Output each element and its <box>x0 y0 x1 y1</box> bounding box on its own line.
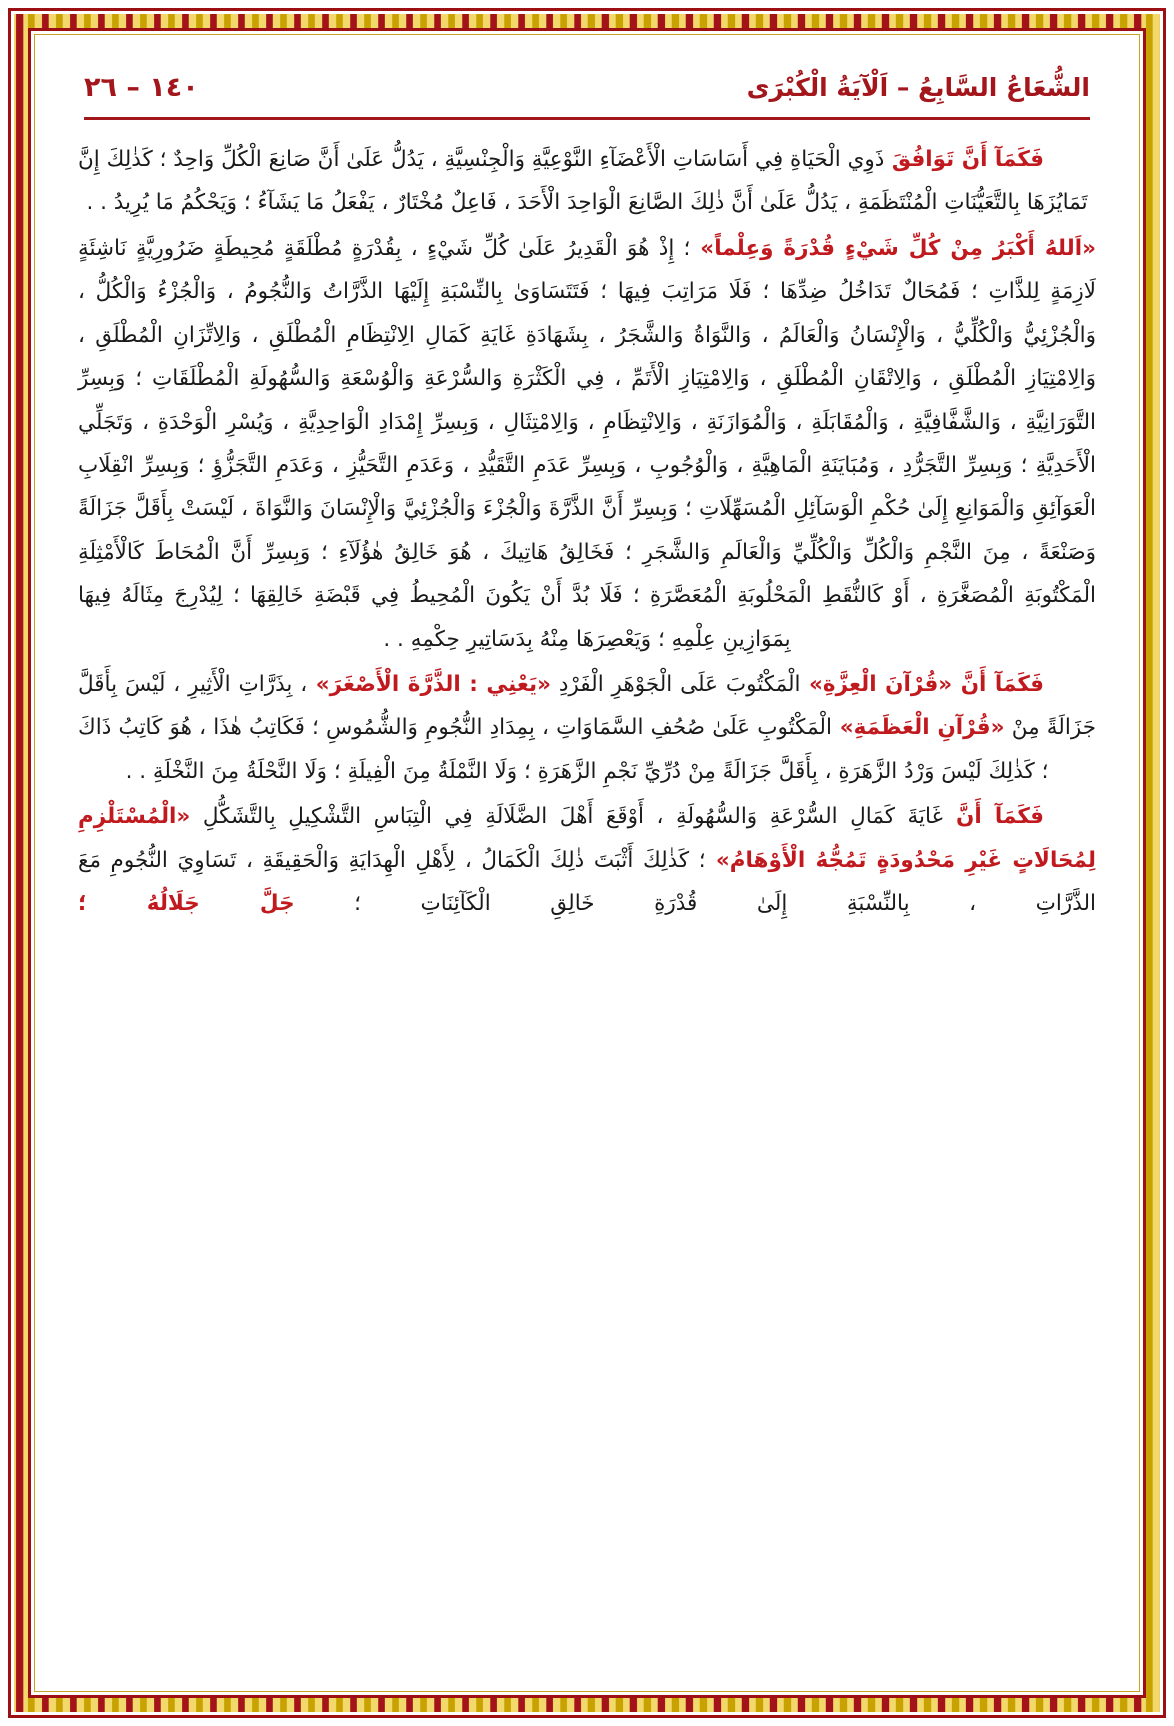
paragraph <box>78 663 1096 793</box>
page-content <box>46 46 1128 1680</box>
page-header <box>72 66 1102 103</box>
header-divider <box>84 117 1090 120</box>
body-run: ؛ كَذٰلِكَ أَثْبَتَ ذٰلِكَ الْكَمَالُ ، لِأَهْلِ الْهِدَايَةِ وَالْحَقِيقَةِ ، تَسَاوِيَ النُّجُومِ مَعَ الذَّرَّاتِ ، بِالنِّسْبَةِ إِلَىٰ قُدْرَةِ خَالِقِ الْكَآئِنَاتِ ؛ <box>78 847 1097 917</box>
body-run: الْمَكْتُوبَ عَلَى الْجَوْهَرِ الْفَرْدِ <box>550 672 801 698</box>
highlight-text: فَكَمَآ أَنَّ تَوَافُقَ <box>884 147 1044 172</box>
highlight-text: «الْمُسْتَلْزِمِ لِمُحَالَاتٍ غَيْرِ مَحْدُودَةٍ تَمُجُّهُ الْأَوْهَامُ» <box>78 804 1097 873</box>
body-run: ؛ إِذْ هُوَ الْقَدِيرُ عَلَىٰ كُلِّ شَيْءٍ ، بِقُدْرَةٍ مُطْلَقَةٍ مُحِيطَةٍ ضَرُورِيَّةٍ نَاشِئَةٍ لَازِمَةٍ لِلذَّاتِ ؛ فَمُحَالٌ تَدَاخُلُ ضِدِّهَا ؛ فَلَا مَرَاتِبَ فِيهَا ؛ فَتَتَسَاوَىٰ بِالنِّسْبَةِ إِلَيْهَا الذَّرَّاتُ وَالنُّجُومُ ، وَالْجُزْءُ وَالْكُلُّ ، وَالْجُزْئِيُّ وَالْكُلِّيُّ ، وَالْإِنْسَانُ وَالْعَالَمُ ، وَالنَّوَاةُ وَالشَّجَرُ ، بِشَهَادَةِ غَايَةِ كَمَالِ الِانْتِظَامِ الْمُطْلَقِ ، وَالِاتِّزَانِ الْمُطْلَقِ ، وَالِامْتِيَازِ الْمُطْلَقِ ، وَالِاتْقَانِ الْمُطْلَقِ ، وَالِامْتِيَازِ الْأَتَمِّ ، فِي الْكَثْرَةِ وَالسُّرْعَةِ وَالْوُسْعَةِ وَالسُّهُولَةِ الْمُطْلَقَاتِ ؛ وَبِسِرِّ التَّوَرَانِيَّةِ ، وَالشَّفَّافِيَّةِ ، وَالْمُقَابَلَةِ ، وَالْمُوَازَنَةِ ، وَالِانْتِظَامِ ، وَالِامْتِثَالِ ، وَبِسِرِّ إِمْدَادِ الْوَاحِدِيَّةِ ، وَيُسْرِ الْوَحْدَةِ ، وَتَجَلِّي الْأَحَدِيَّةِ ؛ وَبِسِرِّ التَّجَرُّدِ ، وَمُبَايَنَةِ الْمَاهِيَّةِ ، وَالْوُجُوبِ ، وَبِسِرِّ عَدَمِ التَّقَيُّدِ ، وَعَدَمِ التَّحَيُّزِ ، وَعَدَمِ التَّجَزُّؤِ ؛ وَبِسِرِّ انْقِلَابِ الْعَوَآئِقِ وَالْمَوَانِعِ إِلَىٰ حُكْمِ الْوَسَآئِلِ الْمُسَهِّلَاتِ ؛ وَبِسِرِّ أَنَّ الذَّرَّةَ وَالْجُزْءَ وَالْجُزْئِيَّ وَالْإِنْسَانَ وَالنَّوَاةَ ، لَيْسَتْ بِأَقَلَّ جَزَالَةً وَصَنْعَةً ، مِنَ النَّجْمِ وَالْكُلِّ وَالْكُلِّيِّ وَالْعَالَمِ وَالشَّجَرِ ؛ فَخَالِقُ هَاتِيكَ ، هُوَ خَالِقُ هٰؤُلَآءِ ؛ وَبِسِرِّ أَنَّ الْمُحَاطَ كَالْأَمْثِلَةِ الْمَكْتُوبَةِ الْمُصَغَّرَةِ ، أَوْ كَالنُّقَطِ الْمَحْلُوبَةِ الْمُعَصَّرَةِ ؛ فَلَا بُدَّ أَنْ يَكُونَ الْمُحِيطُ فِي قَبْضَةِ خَالِقِهَا ؛ لِيُدْرِجَ مِثَالَهُ فِيهَا بِمَوَازِينِ عِلْمِهِ ؛ وَيَعْصِرَهَا مِنْهُ بِدَسَاتِيرِ حِكْمِهِ . . <box>78 235 1096 652</box>
highlight-text: «قُرْآنِ الْعَظَمَةِ» <box>831 715 1005 741</box>
paragraph <box>78 138 1096 225</box>
highlight-text: «اَللهُ أَكْبَرُ مِنْ كُلِّ شَيْءٍ قُدْرَةً وَعِلْماً» <box>690 235 1096 261</box>
highlight-text: فَكَمَآ أَنَّ <box>942 804 1044 830</box>
body-run: غَايَةَ كَمَالِ السُّرْعَةِ وَالسُّهُولَةِ ، أَوْقَعَ أَهْلَ الضَّلَالَةِ فِي الْتِبَاسِ التَّشْكِيلِ بِالتَّشَكُّلِ <box>190 804 943 830</box>
page-title: الشُّعَاعُ السَّابِعُ – اَلْآيَةُ الْكُبْرَى <box>746 73 1090 102</box>
page-number: ١٤٠ – ٢٦ <box>84 72 199 103</box>
highlight-text: «يَعْنِي : الذَّرَّةَ الْأَصْغَرَ» <box>307 672 551 698</box>
paragraph <box>78 227 1096 661</box>
highlight-text: «قُرْآنَ الْعِزَّةِ» <box>800 672 953 698</box>
body-run: الْمَكْتُوبِ عَلَىٰ صُحُفِ السَّمَاوَاتِ ، بِمِدَادِ النُّجُومِ وَالشُّمُوسِ ؛ فَكَاتِبُ هٰذَا ، هُوَ كَاتِبُ ذَاكَ ؛ كَذٰلِكَ لَيْسَ وَرْدُ الزَّهَرَةِ ، بِأَقَلَّ جَزَالَةً مِنْ دُرِّيِّ نَجْمِ الزَّهَرَةِ ؛ وَلَا النَّمْلَةُ مِنَ الْفِيلَةِ ؛ وَلَا النَّحْلَةُ مِنَ النَّخْلَةِ . . <box>78 715 1049 784</box>
highlight-text: جَلَّ جَلَالُهُ ؛ <box>78 891 295 917</box>
body-run: ، بِذَرَّاتِ الْأَثِيرِ ، لَيْسَ بِأَقَلَّ جَزَالَةً مِنْ <box>78 672 1096 741</box>
highlight-text: فَكَمَآ أَنَّ <box>952 672 1044 698</box>
paragraph <box>78 795 1096 925</box>
document-body <box>72 138 1102 926</box>
body-run: ذَوِي الْحَيَاةِ فِي أَسَاسَاتِ الْأَعْضَآءِ النَّوْعِيَّةِ وَالْجِنْسِيَّةِ ، يَدُلُّ عَلَىٰ أَنَّ صَانِعَ الْكُلِّ وَاحِدٌ ؛ كَذٰلِكَ إِنَّ تَمَايُزَهَا بِالتَّعَيُّنَاتِ الْمُنْتَظَمَةِ ، يَدُلُّ عَلَىٰ أَنَّ ذٰلِكَ الصَّانِعَ الْوَاحِدَ الْأَحَدَ ، فَاعِلٌ مُخْتَارٌ ، يَفْعَلُ مَا يَشَآءُ ؛ وَيَحْكُمُ مَا يُرِيدُ . . <box>78 147 1088 216</box>
